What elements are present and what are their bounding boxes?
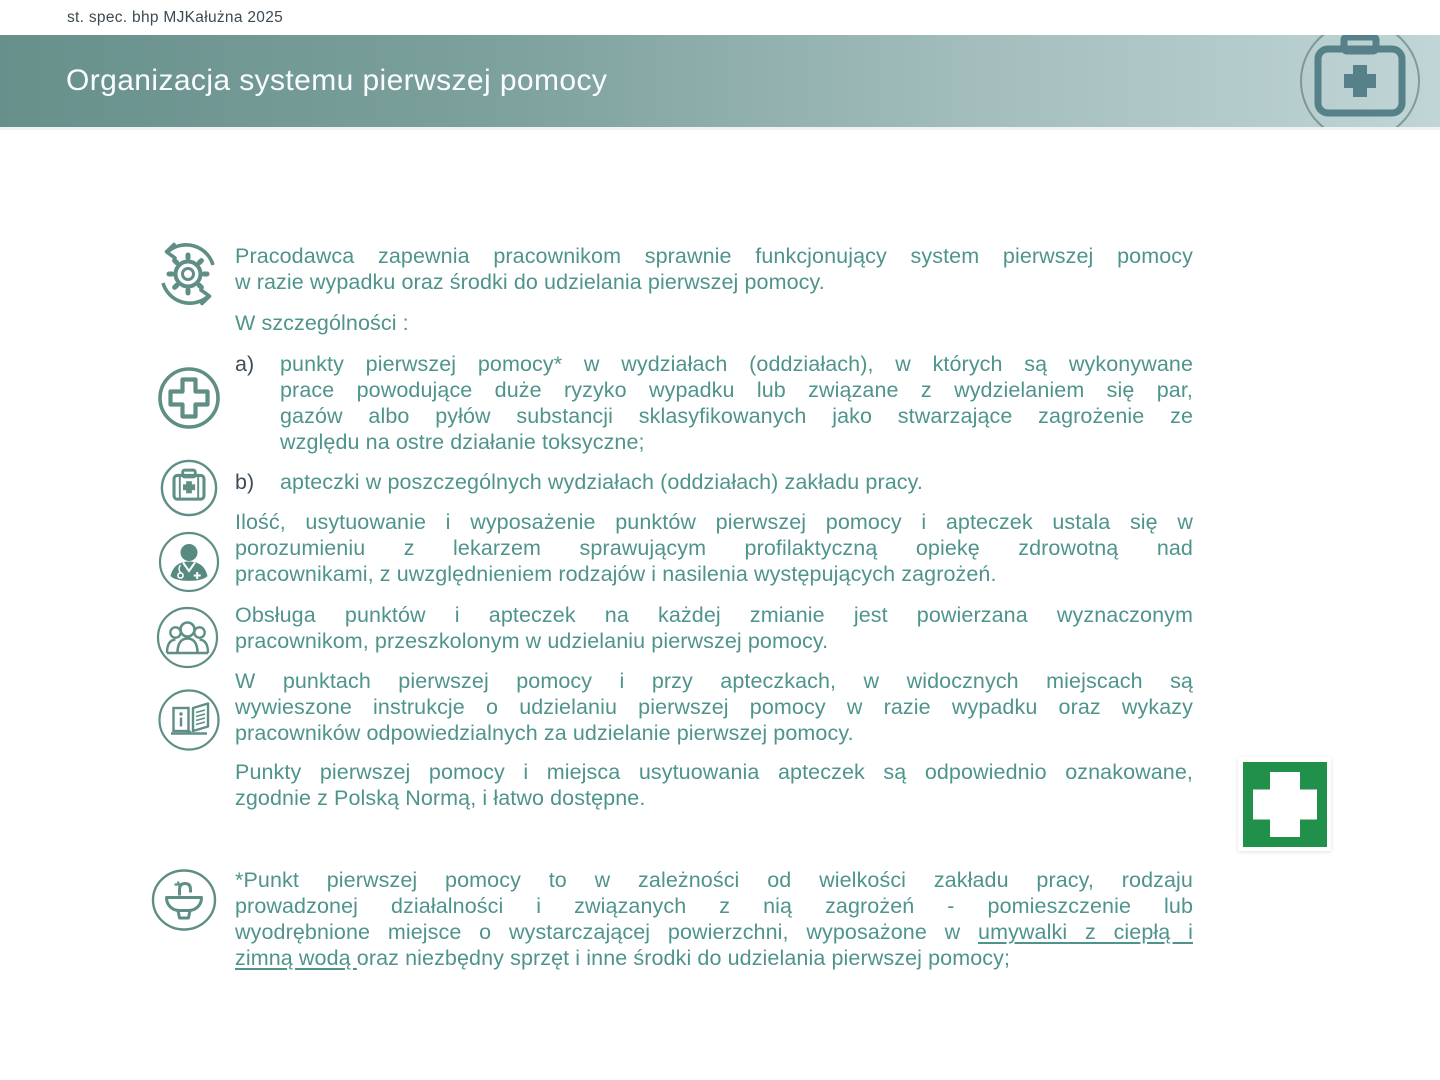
medical-cross-circle-icon xyxy=(157,366,221,430)
people-group-icon xyxy=(156,606,219,669)
list-marker-a: a) xyxy=(235,352,255,376)
green-cross-first-aid-sign xyxy=(1238,757,1331,851)
list-item-b: apteczki w poszczególnych wydziałach (oddziałach) zakładu pracy. xyxy=(280,470,923,494)
gear-sync-icon xyxy=(153,239,223,309)
page-title: Organizacja systemu pierwszej pomocy xyxy=(66,64,608,97)
first-aid-bag-icon xyxy=(160,459,218,517)
list-item-a: punkty pierwszej pomocy* w wydziałach (oddziałach), w których są wykonywane prace powodujące duże ryzyko wypadku lub związane z wydzielaniem się par, gazów albo pyłów substancji sklasyfikowanych jako stwarzające zagrożenie ze względu na ostre działanie toksyczne; xyxy=(280,352,1193,454)
instructions-paragraph: W punktach pierwszej pomocy i przy apteczkach, w widocznych miejscach są wywieszone instrukcje o udzielaniu pierwszej pomocy w razie wypadku oraz wykazy pracowników odpowiedzialnych za udzielanie pierwszej pomocy. xyxy=(235,669,1193,745)
title-banner xyxy=(0,35,1440,127)
sink-icon xyxy=(151,869,217,931)
quantity-paragraph: Ilość, usytuowanie i wyposażenie punktów pierwszej pomocy i apteczek ustala się w porozumieniu z lekarzem sprawującym profilaktyczną opiekę zdrowotną nad pracownikami, z uwzględnieniem rodzajów i nasilenia występujących zagrożeń. xyxy=(235,510,1193,586)
doctor-icon xyxy=(158,531,220,593)
service-paragraph: Obsługa punktów i apteczek na każdej zmianie jest powierzana wyznaczonym pracownikom, przeszkolonym w udzielaniu pierwszej pomocy. xyxy=(235,603,1193,653)
intro-paragraph: Pracodawca zapewnia pracownikom sprawnie funkcjonujący system pierwszej pomocy w razie wypadku oraz środki do udzielania pierwszej pomocy. xyxy=(235,244,1193,294)
in-particular-label: W szczególności : xyxy=(235,311,409,335)
banner-divider xyxy=(0,127,1440,130)
list-marker-b: b) xyxy=(235,470,255,494)
footnote-paragraph: *Punkt pierwszej pomocy to w zależności od wielkości zakładu pracy, rodzaju prowadzonej działalności i związanych z nią zagrożeń - pomieszczenie lub wyodrębnione miejsce o wystarczającej powierzchni, wyposażone w umywalki z ciepłą i zimną wodą oraz niezbędny sprzęt i inne środki do udzielania pierwszej pomocy; xyxy=(235,868,1193,970)
slide-footer-credit: st. spec. bhp MJKałużna 2025 xyxy=(67,9,284,26)
first-aid-kit-icon xyxy=(1298,35,1422,127)
marking-paragraph: Punkty pierwszej pomocy i miejsca usytuowania apteczek są odpowiednio oznakowane, zgodnie z Polską Normą, i łatwo dostępne. xyxy=(235,760,1193,810)
info-book-icon xyxy=(157,688,221,752)
